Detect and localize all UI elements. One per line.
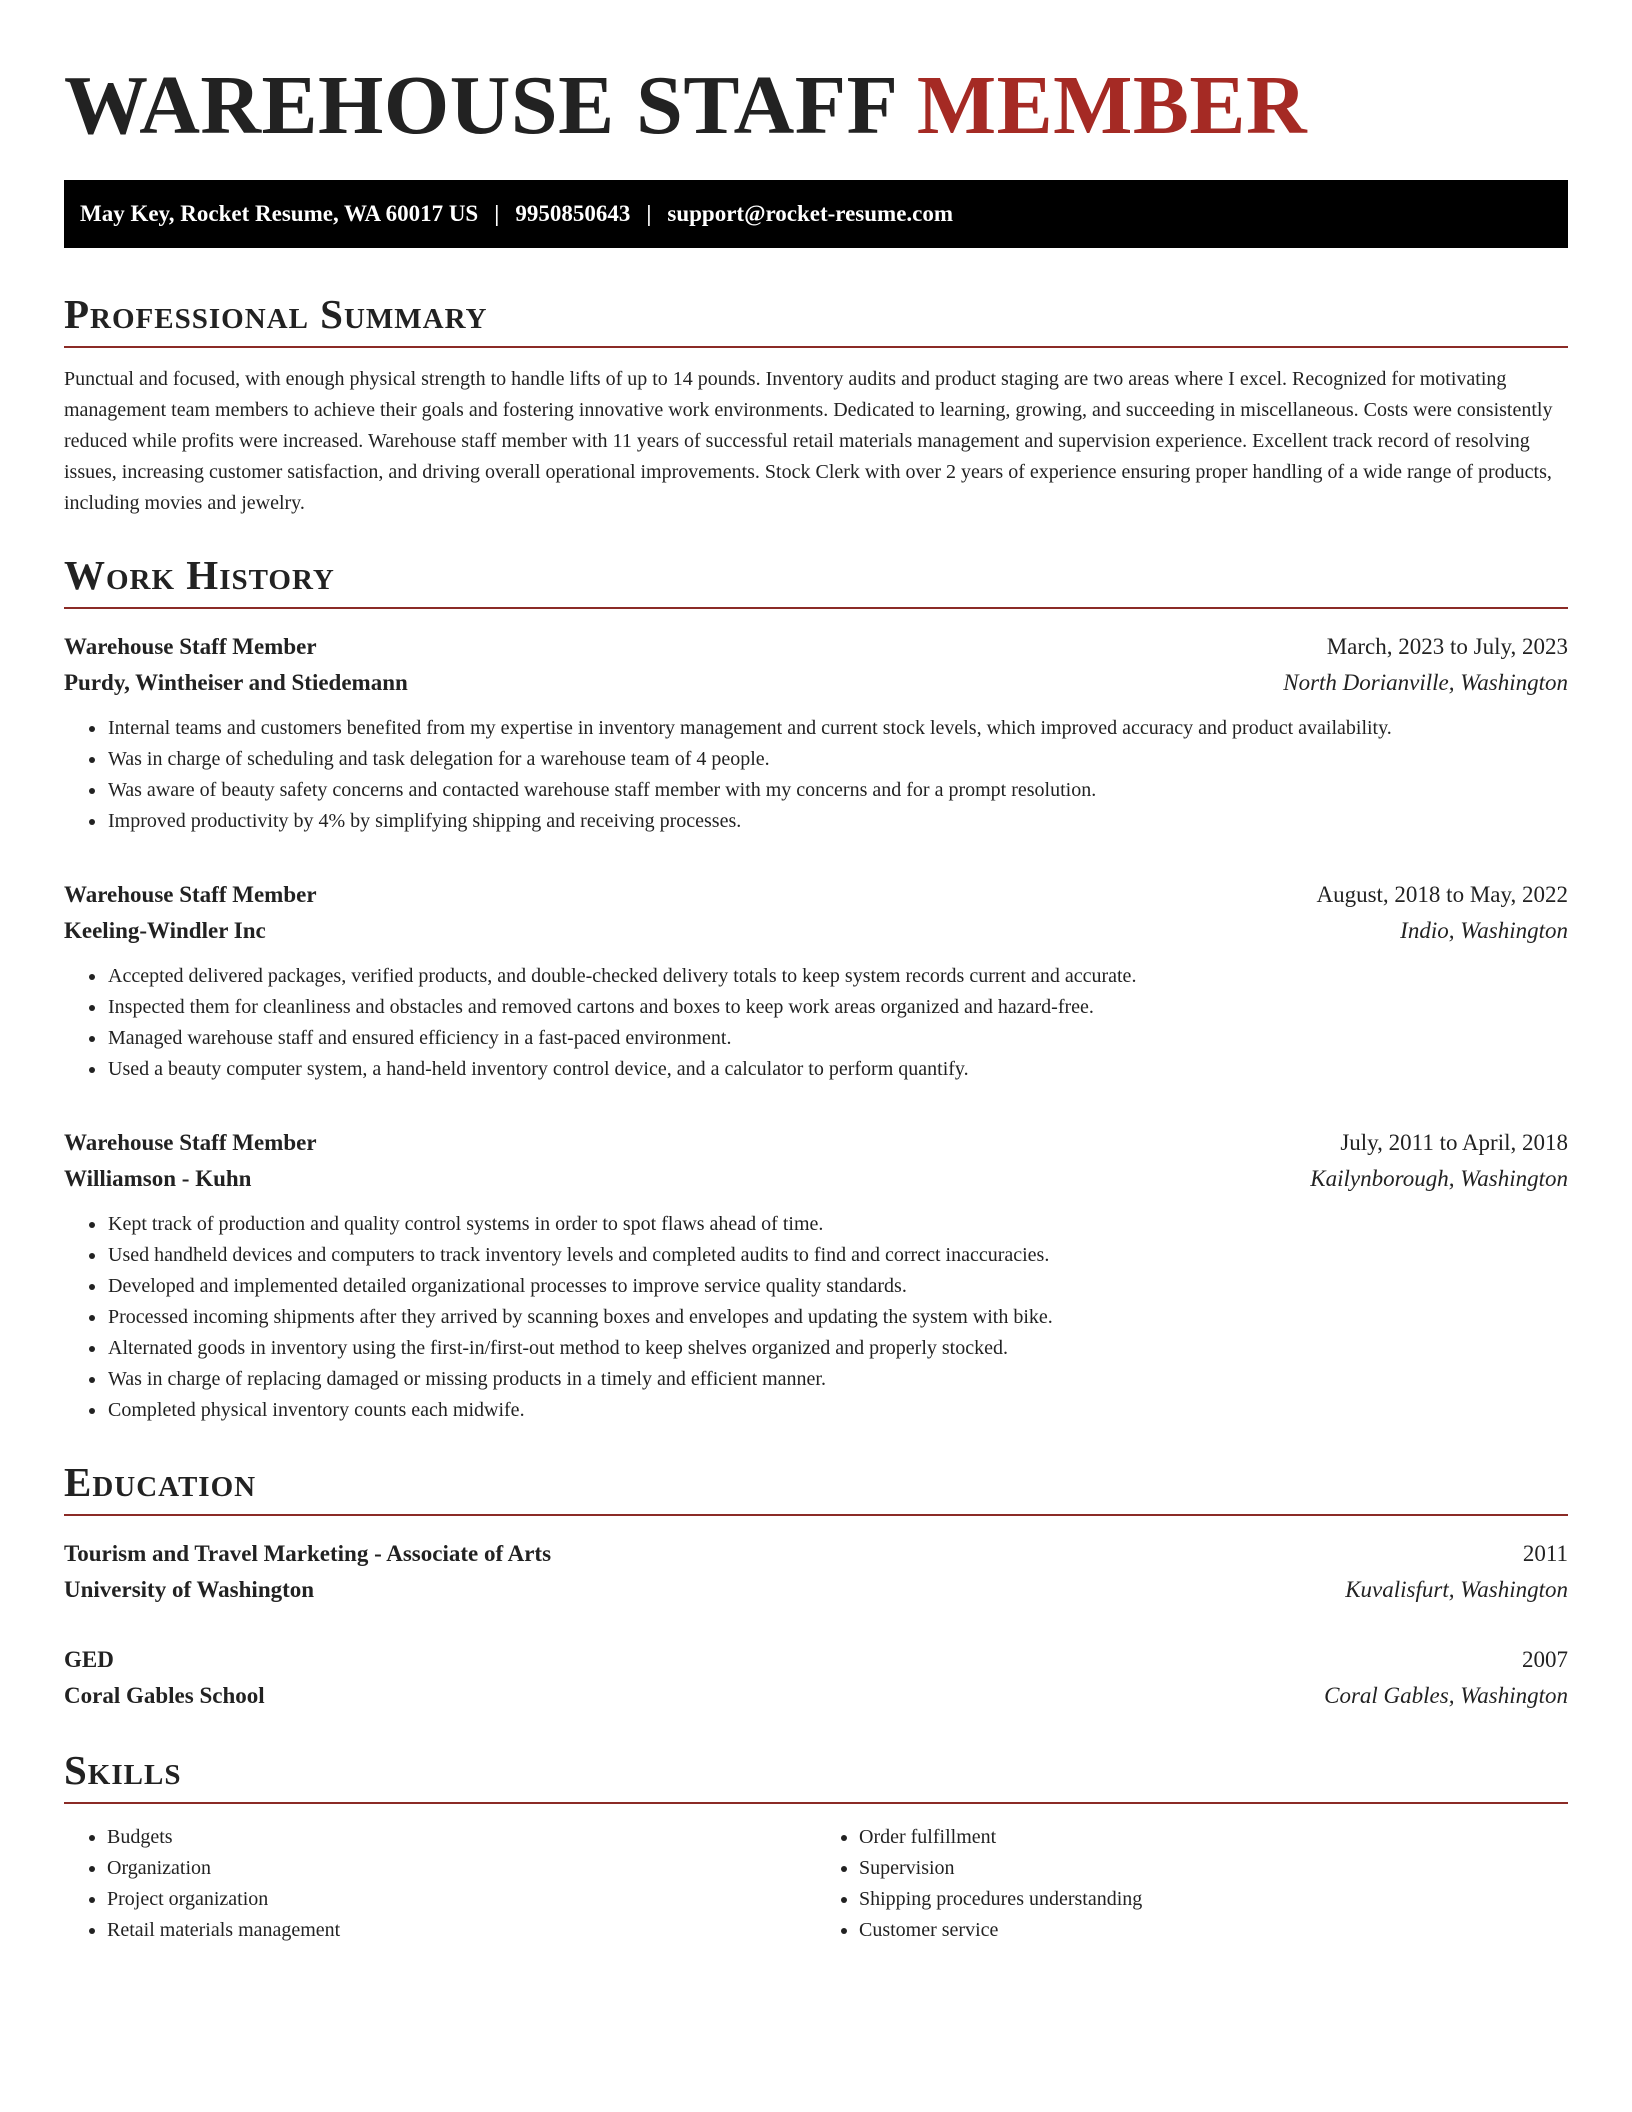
job-bullets	[64, 961, 1568, 1085]
education-degree: GED	[64, 1647, 114, 1672]
job-dates: March, 2023 to July, 2023	[1326, 634, 1568, 659]
contact-address: May Key, Rocket Resume, WA 60017 US	[80, 201, 479, 226]
education-year: 2011	[1522, 1541, 1568, 1566]
job-bullet: • Used handheld devices and computers to track inventory levels and completed audits to find and correct inaccuracies.	[107, 1240, 1568, 1271]
contact-email: support@rocket-resume.com	[667, 201, 954, 226]
resume-title	[64, 0, 1568, 154]
contact-separator: |	[646, 201, 652, 226]
job-bullet: • Internal teams and customers benefited from my expertise in inventory management and current stock levels, which improved accuracy and product availability.	[107, 713, 1568, 744]
job-dates: July, 2011 to April, 2018	[1340, 1130, 1568, 1155]
education-school: Coral Gables School	[64, 1683, 265, 1708]
skill-item: • Retail materials management	[107, 1915, 816, 1946]
job-entry	[64, 877, 1568, 1085]
job-bullet: • Processed incoming shipments after they arrived by scanning boxes and envelopes and updating the system with bike.	[107, 1302, 1568, 1333]
education-heading: Education	[64, 1458, 1568, 1516]
summary-heading: Professional Summary	[64, 290, 1568, 348]
skills-list-right	[816, 1822, 1568, 1946]
skills-section	[64, 1746, 1568, 1946]
skill-item: • Order fulfillment	[859, 1822, 1568, 1853]
job-entry	[64, 629, 1568, 837]
job-bullet: • Developed and implemented detailed organizational processes to improve service quality standards.	[107, 1271, 1568, 1302]
title-main: WAREHOUSE STAFF	[64, 59, 896, 152]
job-bullet: • Was aware of beauty safety concerns and contacted warehouse staff member with my concerns and for a prompt resolution.	[107, 775, 1568, 806]
job-location: Kailynborough, Washington	[1310, 1166, 1568, 1191]
job-bullets	[64, 1209, 1568, 1426]
job-dates: August, 2018 to May, 2022	[1316, 882, 1568, 907]
job-bullet: • Used a beauty computer system, a hand-held inventory control device, and a calculator to perform quantify.	[107, 1054, 1568, 1085]
job-bullet: • Was in charge of replacing damaged or missing products in a timely and efficient manner.	[107, 1364, 1568, 1395]
education-entry	[64, 1642, 1568, 1714]
skill-item: • Shipping procedures understanding	[859, 1884, 1568, 1915]
job-company: Purdy, Wintheiser and Stiedemann	[64, 670, 408, 695]
title-accent: MEMBER	[916, 59, 1308, 152]
job-bullets	[64, 713, 1568, 837]
skills-heading: Skills	[64, 1746, 1568, 1804]
job-location: North Dorianville, Washington	[1283, 670, 1568, 695]
education-section	[64, 1458, 1568, 1714]
education-entry	[64, 1536, 1568, 1608]
job-location: Indio, Washington	[1400, 918, 1568, 943]
job-title: Warehouse Staff Member	[64, 634, 317, 659]
skills-columns	[64, 1822, 1568, 1946]
job-bullet: • Inspected them for cleanliness and obstacles and removed cartons and boxes to keep work areas organized and hazard-free.	[107, 992, 1568, 1023]
job-bullet: • Accepted delivered packages, verified products, and double-checked delivery totals to keep system records current and accurate.	[107, 961, 1568, 992]
skill-item: • Customer service	[859, 1915, 1568, 1946]
skill-item: • Organization	[107, 1853, 816, 1884]
work-history-section	[64, 551, 1568, 1426]
job-title: Warehouse Staff Member	[64, 882, 317, 907]
job-company: Keeling-Windler Inc	[64, 918, 266, 943]
job-bullet: • Kept track of production and quality control systems in order to spot flaws ahead of time.	[107, 1209, 1568, 1240]
job-entry	[64, 1125, 1568, 1426]
education-year: 2007	[1522, 1647, 1568, 1672]
skills-list-left	[64, 1822, 816, 1946]
job-company: Williamson - Kuhn	[64, 1166, 252, 1191]
education-school: University of Washington	[64, 1577, 315, 1602]
job-title: Warehouse Staff Member	[64, 1130, 317, 1155]
contact-phone: 9950850643	[515, 201, 631, 226]
contact-bar	[64, 180, 1568, 248]
skill-item: • Supervision	[859, 1853, 1568, 1884]
education-location: Coral Gables, Washington	[1324, 1683, 1568, 1708]
job-bullet: • Managed warehouse staff and ensured efficiency in a fast-paced environment.	[107, 1023, 1568, 1054]
job-bullet: • Improved productivity by 4% by simplifying shipping and receiving processes.	[107, 806, 1568, 837]
summary-text: Punctual and focused, with enough physical strength to handle lifts of up to 14 pounds. Inventory audits and product staging are two areas where I excel. Recognized for motivating management team members to achieve their goals and fostering innovative work environments. Dedicated to learning, growing, and succeeding in miscellaneous. Costs were consistently reduced while profits were increased. Warehouse staff member with 11 years of successful retail materials management and supervision experience. Excellent track record of resolving issues, increasing customer satisfaction, and driving overall operational improvements. Stock Clerk with over 2 years of experience ensuring proper handling of a wide range of products, including movies and jewelry.	[64, 368, 1553, 514]
job-bullet: • Alternated goods in inventory using the first-in/first-out method to keep shelves organized and properly stocked.	[107, 1333, 1568, 1364]
job-bullet: • Completed physical inventory counts each midwife.	[107, 1395, 1568, 1426]
skill-item: • Project organization	[107, 1884, 816, 1915]
education-degree: Tourism and Travel Marketing - Associate of Arts	[64, 1541, 552, 1566]
contact-separator: |	[494, 201, 500, 226]
education-location: Kuvalisfurt, Washington	[1345, 1577, 1568, 1602]
work-history-heading: Work History	[64, 551, 1568, 609]
job-bullet: • Was in charge of scheduling and task delegation for a warehouse team of 4 people.	[107, 744, 1568, 775]
skill-item: • Budgets	[107, 1822, 816, 1853]
